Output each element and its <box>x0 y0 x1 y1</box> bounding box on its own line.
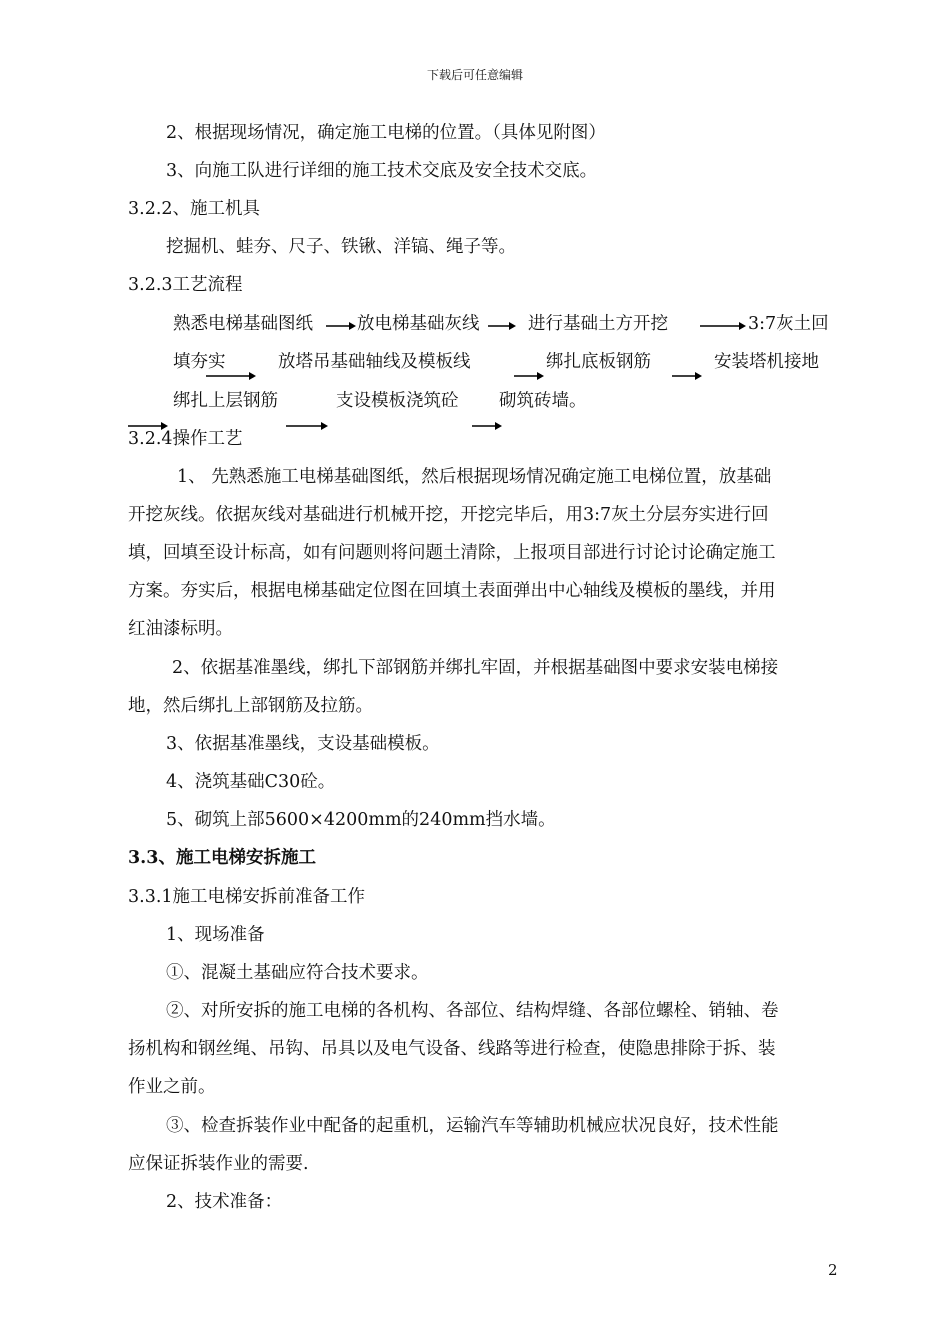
paragraph-line: ③、检查拆装作业中配备的起重机，运输汽车等辅助机械应状况良好，技术性能 <box>166 1116 779 1136</box>
paragraph-line: 作业之前。 <box>128 1077 216 1097</box>
section-heading: 3.3、施工电梯安拆施工 <box>128 848 316 868</box>
paragraph-line: 1、 先熟悉施工电梯基础图纸，然后根据现场情况确定施工电梯位置，放基础 <box>177 467 772 487</box>
paragraph-line: 应保证拆装作业的需要. <box>128 1154 309 1174</box>
page-header: 下载后可任意编辑 <box>426 68 523 82</box>
paragraph-line: 3、向施工队进行详细的施工技术交底及安全技术交底。 <box>166 161 598 181</box>
paragraph-line: 扬机构和钢丝绳、吊钩、吊具以及电气设备、线路等进行检查，使隐患排除于拆、装 <box>128 1039 776 1059</box>
paragraph-line: 3、依据基准墨线，支设基础模板。 <box>166 734 440 754</box>
flow-step: 放塔吊基础轴线及模板线 <box>278 352 471 372</box>
flow-step: 支设模板浇筑砼 <box>336 391 459 411</box>
page-number: 2 <box>828 1261 838 1279</box>
section-heading: 3.2.2、施工机具 <box>128 199 261 219</box>
paragraph-line: 红油漆标明。 <box>128 619 233 639</box>
flow-arrow-icon <box>700 320 746 332</box>
paragraph-line: ①、混凝土基础应符合技术要求。 <box>166 963 429 983</box>
paragraph-line: ②、对所安拆的施工电梯的各机构、各部位、结构焊缝、各部位螺栓、销轴、卷 <box>166 1001 779 1021</box>
flow-arrow-icon <box>514 370 544 382</box>
section-heading: 3.2.3工艺流程 <box>128 275 243 295</box>
paragraph-line: 2、根据现场情况，确定施工电梯的位置。（具体见附图） <box>166 123 606 143</box>
flow-step: 安装塔机接地 <box>714 352 819 372</box>
flow-step: 砌筑砖墙。 <box>499 391 587 411</box>
flow-arrow-icon <box>488 320 516 332</box>
section-heading: 3.2.4操作工艺 <box>128 429 243 449</box>
paragraph-line: 方案。夯实后，根据电梯基础定位图在回填土表面弹出中心轴线及模板的墨线，并用 <box>128 581 776 601</box>
flow-arrow-icon <box>286 420 328 432</box>
paragraph-line: 4、浇筑基础C30砼。 <box>166 772 336 792</box>
flow-arrow-icon <box>326 320 356 332</box>
flow-step: 填夯实 <box>173 352 226 372</box>
paragraph-line: 5、砌筑上部5600×4200mm的240mm挡水墙。 <box>166 810 556 830</box>
flow-step: 熟悉电梯基础图纸 <box>173 314 313 334</box>
flow-step: 进行基础土方开挖 <box>528 314 668 334</box>
paragraph-line: 地，然后绑扎上部钢筋及拉筋。 <box>128 696 373 716</box>
flow-arrow-icon <box>672 370 702 382</box>
paragraph-line: 2、技术准备： <box>166 1192 283 1212</box>
section-heading: 3.3.1施工电梯安拆前准备工作 <box>128 887 366 907</box>
paragraph-line: 2、依据基准墨线，绑扎下部钢筋并绑扎牢固，并根据基础图中要求安装电梯接 <box>172 658 779 678</box>
paragraph-line: 1、现场准备 <box>166 925 265 945</box>
paragraph-line: 填，回填至设计标高，如有问题则将问题土清除，上报项目部进行讨论讨论确定施工 <box>128 543 776 563</box>
flow-arrow-icon <box>472 420 502 432</box>
paragraph-line: 挖掘机、蛙夯、尺子、铁锹、洋镐、绳子等。 <box>166 237 516 257</box>
flow-step: 3:7灰土回 <box>748 314 829 334</box>
flow-arrow-icon <box>206 370 256 382</box>
flow-step: 绑扎底板钢筋 <box>546 352 651 372</box>
flow-step: 放电梯基础灰线 <box>357 314 480 334</box>
flow-step: 绑扎上层钢筋 <box>173 391 278 411</box>
paragraph-line: 开挖灰线。依据灰线对基础进行机械开挖，开挖完毕后，用3:7灰土分层夯实进行回 <box>128 505 769 525</box>
